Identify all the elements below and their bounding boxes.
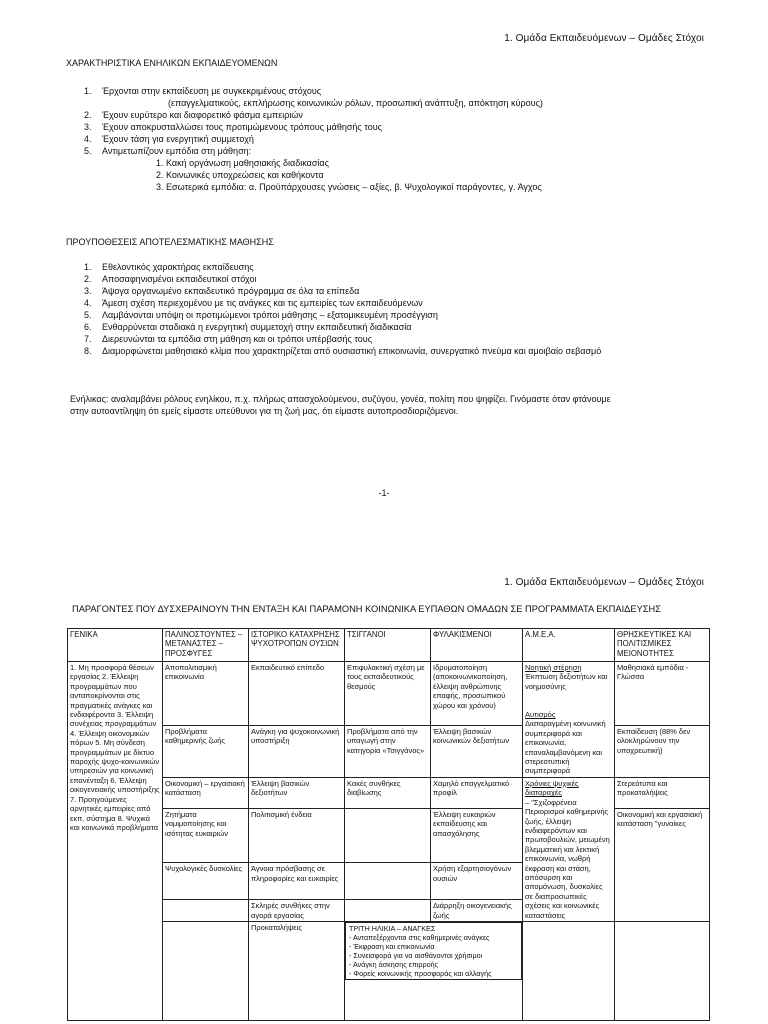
page-header: 1. Ομάδα Εκπαιδευόμενων – Ομάδες Στόχοι (504, 33, 704, 44)
table-cell: Οικονομική – εργασιακή κατάσταση (163, 777, 249, 808)
column-header: ΘΡΗΣΚΕΥΤΙΚΕΣ ΚΑΙ ΠΟΛΙΤΙΣΜΙΚΕΣ ΜΕΙΟΝΟΤΗΤΕΣ (615, 629, 710, 662)
table-title: ΠΑΡΑΓΟΝΤΕΣ ΠΟΥ ΔΥΣΧΕΡΑΙΝΟΥΝ ΤΗΝ ΕΝΤΑΞΗ ΚΑΙ ΠΑΡΑΜΟΝΗ ΚΟΙΝΩΝΙΚΑ ΕΥΠΑΘΩΝ ΟΜΑΔΩΝ ΣΕ ΠΡΟΓΡΑΜΜΑΤΑ ΕΚΠΑΙΔΕΥΣΗΣ (72, 604, 661, 614)
table-cell-general: 1. Μη προσφορά θέσεων εργασίας 2. Έλλειψη προγραμμάτων που ανταποκρίνονται στις πραγματικές ανάγκες και ενδιαφέροντα 3. Έλλειψη συνέχειας προγραμμάτων 4. Έλλειψη οικονομικών πόρων 5. Μη σύνδεση προγραμμάτων με δίκτυο παροχής ψυχο-κοινωνικών υπηρεσιών για κοινωνική επανένταξη 6. Έλλειψη οικογενειακής υποστήριξης 7. Προηγούμενες αρνητικές εμπειρίες από εκπ. σύστημα 8. Ψυχικά και κοινωνικά προβλήματα (68, 662, 163, 1021)
table-cell-disability (523, 777, 615, 921)
table-cell: Έλλειψη ευκαιριών εκπαίδευσης και απασχόλησης (431, 808, 523, 862)
column-header: ΠΑΛΙΝΟΣΤΟΥΝΤΕΣ – ΜΕΤΑΝΑΣΤΕΣ – ΠΡΟΣΦΥΓΕΣ (163, 629, 249, 662)
table-row (68, 777, 710, 808)
column-header: Α.Μ.Ε.Α. (523, 629, 615, 662)
list-item: 4. Έχουν τάση για ενεργητική συμμετοχή (84, 134, 254, 144)
page-number: -1- (378, 488, 390, 498)
section-title-prerequisites: ΠΡΟΥΠΟΘΕΣΕΙΣ ΑΠΟΤΕΛΕΣΜΑΤΙΚΗΣ ΜΑΘΗΣΗΣ (66, 237, 274, 247)
column-header: ΙΣΤΟΡΙΚΟ ΚΑΤΑΧΡΗΣΗΣ ΨΥΧΟΤΡΟΠΩΝ ΟΥΣΙΩΝ (249, 629, 345, 662)
table-cell (345, 900, 431, 922)
list-item: 4. Άμεση σχέση περιεχομένου με τις ανάγκες και τις εμπειρίες των εκπαιδευόμενων (84, 298, 423, 308)
table-cell: Προβλήματα καθημερινής ζωής (163, 725, 249, 777)
table-cell (345, 808, 431, 862)
adult-definition (70, 393, 710, 417)
list-item: 5. Αντιμετωπίζουν εμπόδια στη μάθηση: (84, 146, 252, 156)
list-item: 5. Λαμβάνονται υπόψη οι προτιμώμενοι τρόποι μάθησης – εξατομικευμένη προσέγγιση (84, 310, 438, 320)
table-cell: Χρήση εξαρτησιογόνων ουσιών (431, 863, 523, 900)
disability-title: Αυτισμός (525, 710, 556, 720)
obstacle-item: 1. Κακή οργάνωση μαθησιακής διαδικασίας (156, 158, 329, 168)
obstacle-item: 2. Κοινωνικές υποχρεώσεις και καθήκοντα (156, 170, 324, 180)
section-title-characteristics: ΧΑΡΑΚΤΗΡΙΣΤΙΚΑ ΕΝΗΛΙΚΩΝ ΕΚΠΑΙΔΕΥΟΜΕΝΩΝ (66, 58, 278, 68)
table-cell: Ανάγκη για ψυχοκοινωνική υποστήριξη (249, 725, 345, 777)
table-cell: Προκαταλήψεις (249, 921, 345, 1020)
table-cell: Έλλειψη βασικών κοινωνικών δεξιοτήτων (431, 725, 523, 777)
list-item: 7. Διερευνώνται τα εμπόδια στη μάθηση και οι τρόποι υπέρβασής τους (84, 334, 373, 344)
table-cell (523, 921, 615, 1020)
table-row (68, 662, 710, 726)
elderly-item: - Συνεισφορά για να αισθάνονται χρήσιμοι (349, 950, 483, 960)
list-item: 1. Εθελοντικός χαρακτήρας εκπαίδευσης (84, 262, 254, 272)
elderly-item: - Ανταπεξέρχονται στις καθημερινές ανάγκες (349, 932, 490, 942)
table-row (68, 921, 710, 1020)
table-cell-disability (523, 662, 615, 778)
table-cell: Εκπαίδευση (88% δεν ολοκληρώνουν την υποχρεωτική) (615, 725, 710, 777)
table-cell: Αποπολιτισμική επικοινωνία (163, 662, 249, 726)
list-item-note: (επαγγελματικούς, εκπλήρωσης κοινωνικών ρόλων, προσωπική ανάπτυξη, απόκτηση κύρους) (168, 98, 543, 108)
disability-text: Διαταραγμένη κοινωνική συμπεριφορά και επικοινωνία, επαναλαμβανόμενη και στερεοτυπική συμπεριφορά (525, 719, 606, 776)
table-cell (163, 900, 249, 922)
list-item: 6. Ενθαρρύνεται σταδιακά η ενεργητική συμμετοχή στην εκπαιδευτική διαδικασία (84, 322, 412, 332)
adult-definition-line: Ενήλικας: αναλαμβάνει ρόλους ενηλίκου, π.χ. πλήρως απασχολούμενου, συζύγου, γονέα, πολίτη που ψηφίζει. Γινόμαστε όταν φτάνουμε (70, 394, 611, 404)
table-cell: Ψυχολογικές δυσκολίες (163, 863, 249, 900)
table-cell: Έλλειψη βασικών δεξιοτήτων (249, 777, 345, 808)
disability-text: – "Σχιζοφρένεια Περιορισμοί καθημερινής ζωής, έλλειψη ενδιαφερόντων και πρωτοβουλιών, μειωμένη βλεμματική και λεκτική επικοινωνία, νωθρή έκφραση και στάση, απόσυρση και απομόνωση, δυσκολίες σε διαπροσωπικές σχέσεις και κοινωνικές καταστάσεις (525, 797, 610, 920)
obstacle-item: 3. Εσωτερικά εμπόδια: α. Προϋπάρχουσες γνώσεις – αξίες, β. Ψυχολογικοί παράγοντες, γ. Άγχος (156, 182, 542, 192)
table-cell: Οικονομική και εργασιακή κατάσταση "γυναίκες (615, 808, 710, 921)
elderly-item: - Ανάγκη άσκησης επιρροής (349, 959, 439, 969)
table-cell-elderly (345, 921, 523, 1020)
elderly-title: ΤΡΙΤΗ ΗΛΙΚΙΑ – ΑΝΑΓΚΕΣ (349, 923, 436, 933)
disability-text: Έκπτωση δεξιοτήτων και νοημοσύνης (525, 672, 608, 691)
list-item: 2. Αποσαφηνισμένοι εκπαιδευτικοί στόχοι (84, 274, 257, 284)
disability-title: Νοητική στέρηση (525, 663, 582, 672)
table-cell: Σκληρές συνθήκες στην αγορά εργασίας (249, 900, 345, 922)
table-cell: Ζητήματα νομιμοποίησης και ισότητας ευκαιριών (163, 808, 249, 862)
factors-table (67, 628, 710, 1021)
elderly-item: - Φορείς κοινωνικής προσφοράς και αλλαγής (349, 968, 492, 978)
list-item: 2. Έχουν ευρύτερο και διαφορετικό φάσμα εμπειριών (84, 110, 303, 120)
table-cell: Προβλήματα από την υπαγωγή στην κατηγορία «Τσιγγάνος» (345, 725, 431, 777)
disability-title: Χρόνιες ψυχικές διαταραχές (525, 778, 579, 798)
table-cell: Πολιτισμική ένδεια (249, 808, 345, 862)
list-item: 1. Έρχονται στην εκπαίδευση με συγκεκριμένους στόχους (84, 86, 322, 96)
list-item: 3. Άψογα οργανωμένο εκπαιδευτικό πρόγραμμα σε όλα τα επίπεδα (84, 286, 360, 296)
characteristics-list (84, 85, 543, 193)
list-item: 3. Έχουν αποκρυσταλλώσει τους προτιμώμενους τρόπους μάθησής τους (84, 122, 382, 132)
table-cell: Μαθησιακά εμπόδια - Γλώσσα (615, 662, 710, 726)
table-cell (163, 921, 249, 1020)
elderly-needs-box (345, 922, 522, 980)
table-cell: Κακές συνθήκες διαβίωσης (345, 777, 431, 808)
adult-definition-line: στην αυτοαντίληψη ότι εμείς είμαστε υπεύθυνοι για τη ζωή μας, ότι είμαστε αυτοπροσδιοριζόμενοι. (70, 406, 459, 416)
table-cell (615, 921, 710, 1020)
table-cell: Στερεότυπα και προκαταλήψεις (615, 777, 710, 808)
table-cell: Άγνοια πρόσβασης σε πληροφορίες και ευκαιρίες (249, 863, 345, 900)
column-header: ΦΥΛΑΚΙΣΜΕΝΟΙ (431, 629, 523, 662)
page-header: 1. Ομάδα Εκπαιδευόμενων – Ομάδες Στόχοι (504, 577, 704, 588)
table-cell: Επιφυλακτική σχέση με τους εκπαιδευτικούς θεσμούς (345, 662, 431, 726)
table-cell: Εκπαιδευτικό επίπεδο (249, 662, 345, 726)
table-cell: Διάρρηξη οικογενειακής ζωής (431, 900, 523, 922)
list-item: 8. Διαμορφώνεται μαθησιακό κλίμα που χαρακτηρίζεται από ουσιαστική επικοινωνία, συνεργατικό πνεύμα και αμοιβαίο σεβασμό (84, 346, 602, 356)
table-cell: Ιδρυματοποίηση (αποκοινωνικοποίηση, έλλειψη ανθρώπινης επαφής, προσωπικού χώρου και χρόνου) (431, 662, 523, 726)
table-cell: Χαμηλό επαγγελματικό προφίλ (431, 777, 523, 808)
table-cell (345, 863, 431, 900)
table-header-row (68, 629, 710, 662)
column-header: ΤΣΙΓΓΑΝΟΙ (345, 629, 431, 662)
column-header: ΓΕΝΙΚΑ (68, 629, 163, 662)
page-two (0, 520, 768, 1024)
elderly-item: - Έκφραση και επικοινωνία (349, 941, 435, 951)
prerequisites-list (84, 261, 601, 357)
